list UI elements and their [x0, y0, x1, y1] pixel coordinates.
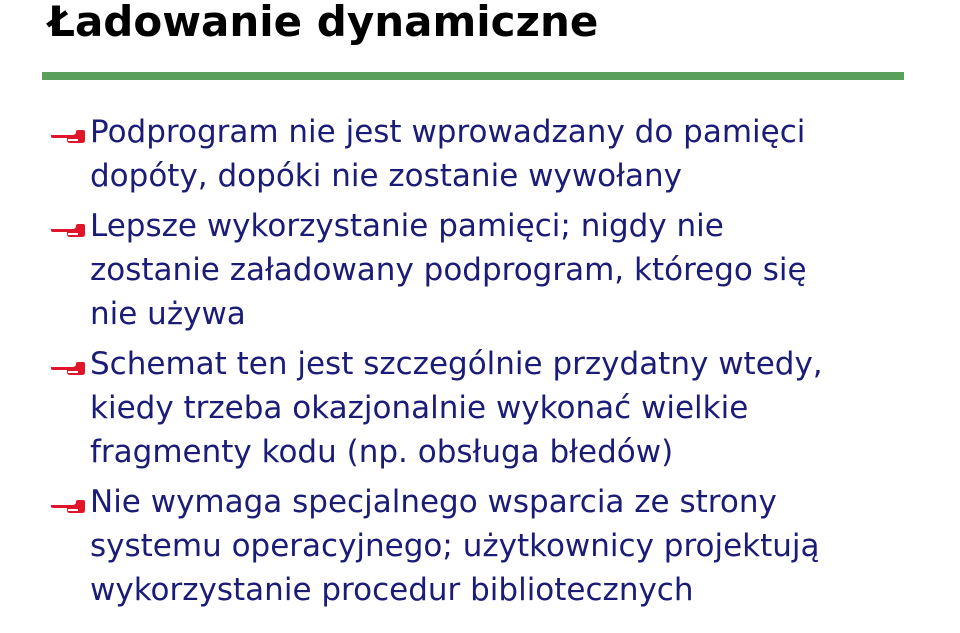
- bullet-item: [0, 480, 960, 612]
- bullet-text: Schemat ten jest szczególnie przydatny wtedy, kiedy trzeba okazjonalnie wykonać wielkie fragmenty kodu (np. obsługa błedów): [90, 346, 823, 470]
- title-divider: [42, 72, 904, 80]
- bullet-text: Lepsze wykorzystanie pamięci; nigdy nie zostanie załadowany podprogram, którego się nie używa: [90, 208, 807, 332]
- bullet-text: Nie wymaga specjalnego wsparcia ze strony systemu operacyjnego; użytkownicy projektują wykorzystanie procedur bibliotecznych: [90, 484, 820, 608]
- bullet-item: [0, 342, 960, 474]
- pointing-hand-icon: [50, 496, 86, 516]
- title-divider-bar: [42, 72, 904, 80]
- bullet-item: [0, 110, 960, 198]
- bullet-list: [0, 110, 960, 618]
- pointing-hand-icon: [50, 126, 86, 146]
- pointing-hand-icon: [50, 220, 86, 240]
- slide-title: Ładowanie dynamiczne: [48, 0, 599, 46]
- pointing-hand-icon: [50, 358, 86, 378]
- bottom-edge: [0, 627, 960, 633]
- bullet-item: [0, 204, 960, 336]
- bullet-text: Podprogram nie jest wprowadzany do pamięci dopóty, dopóki nie zostanie wywołany: [90, 114, 806, 194]
